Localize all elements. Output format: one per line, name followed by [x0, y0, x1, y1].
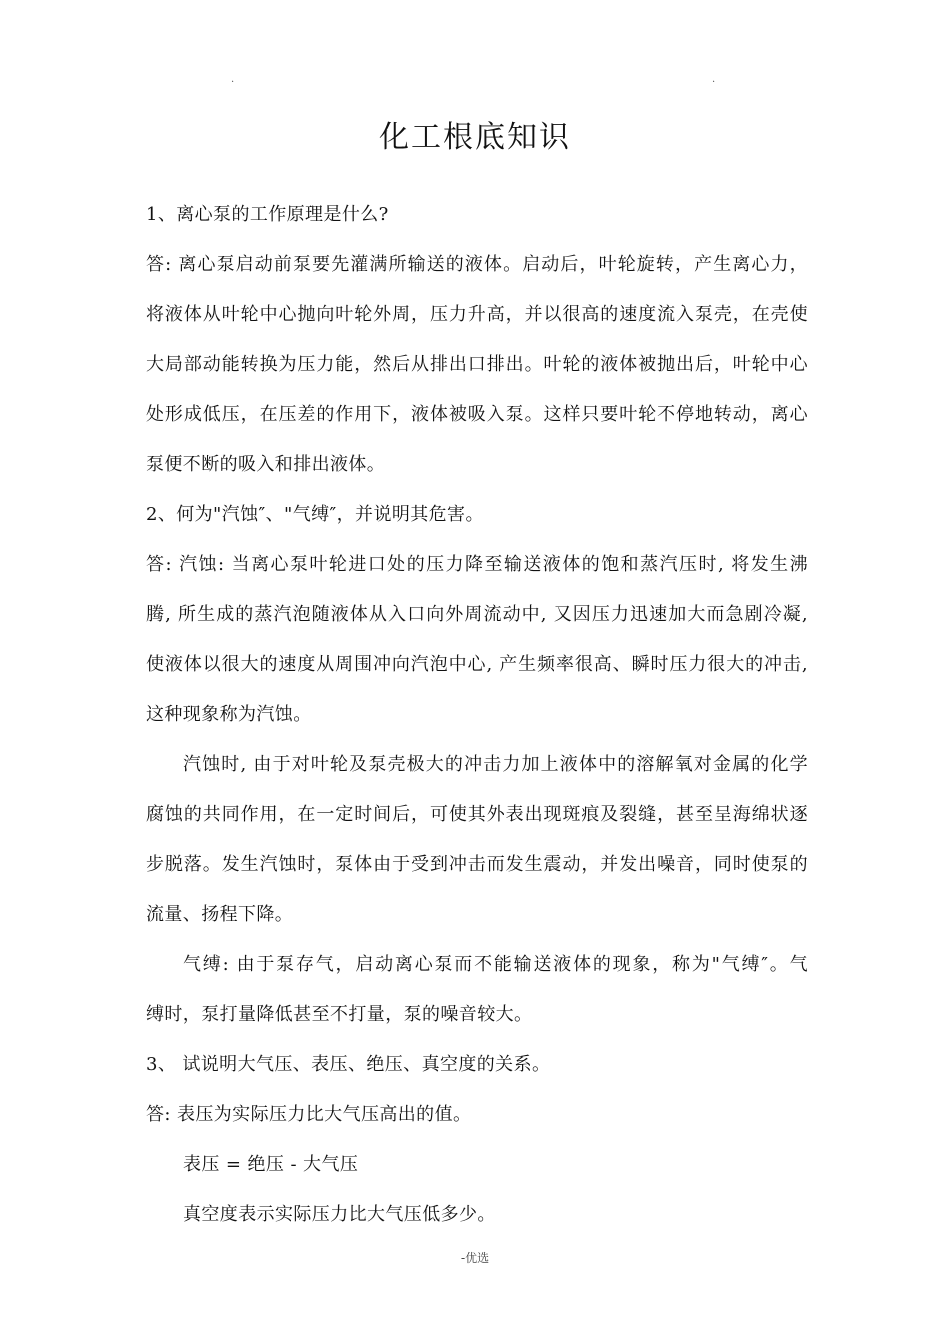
answer-3-line-1: 答: 表压为实际压力比大气压高出的值。: [146, 1104, 472, 1125]
question-1: 1、离心泵的工作原理是什么?: [146, 204, 389, 225]
answer-2-line-6: 腐蚀的共同作用，在一定时间后，可使其外表出现斑痕及裂缝，甚至呈海绵状逐: [146, 804, 808, 825]
answer-2-line-5: 汽蚀时, 由于对叶轮及泵壳极大的冲击力加上液体中的溶解氧对金属的化学: [183, 754, 808, 775]
page-footer: -优选: [460, 1251, 490, 1265]
question-3: 3、 试说明大气压、表压、绝压、真空度的关系。: [146, 1054, 551, 1075]
document-body: [146, 200, 808, 1250]
answer-1-line-4: 处形成低压，在压差的作用下，液体被吸入泵。这样只要叶轮不停地转动，离心: [146, 404, 808, 425]
answer-2-line-10: 缚时，泵打量降低甚至不打量，泵的噪音较大。: [146, 1004, 533, 1025]
answer-3-line-2: 真空度表示实际压力比大气压低多少。: [183, 1204, 496, 1225]
answer-2-line-1: 答: 汽蚀: 当离心泵叶轮进口处的压力降至输送液体的饱和蒸汽压时, 将发生沸: [146, 554, 808, 575]
answer-2-line-7: 步脱落。发生汽蚀时，泵体由于受到冲击而发生震动，并发出噪音，同时使泵的: [146, 854, 808, 875]
answer-2-line-2: 腾, 所生成的蒸汽泡随液体从入口向外周流动中, 又因压力迅速加大而急剧冷凝,: [146, 604, 808, 625]
answer-1-line-3: 大局部动能转换为压力能，然后从排出口排出。叶轮的液体被抛出后，叶轮中心: [146, 354, 808, 375]
answer-1-line-5: 泵便不断的吸入和排出液体。: [146, 454, 386, 475]
answer-2-line-8: 流量、扬程下降。: [146, 904, 294, 925]
answer-1-line-1: 答: 离心泵启动前泵要先灌满所输送的液体。启动后，叶轮旋转，产生离心力，: [146, 254, 808, 275]
header-right-mark: .: [712, 74, 716, 85]
answer-1-line-2: 将液体从叶轮中心抛向叶轮外周，压力升高，并以很高的速度流入泵壳，在壳使: [146, 304, 808, 325]
answer-2-line-3: 使液体以很大的速度从周围冲向汽泡中心, 产生频率很高、瞬时压力很大的冲击,: [146, 654, 808, 675]
question-2: 2、何为"汽蚀″、"气缚″，并说明其危害。: [146, 504, 484, 525]
answer-2-line-4: 这种现象称为汽蚀。: [146, 704, 312, 725]
page-title: 化工根底知识: [379, 120, 571, 155]
header-left-mark: .: [231, 74, 235, 85]
answer-3-formula: 表压 = 绝压 - 大气压: [183, 1154, 359, 1175]
answer-2-line-9: 气缚: 由于泵存气，启动离心泵而不能输送液体的现象，称为"气缚″。气: [183, 954, 808, 975]
